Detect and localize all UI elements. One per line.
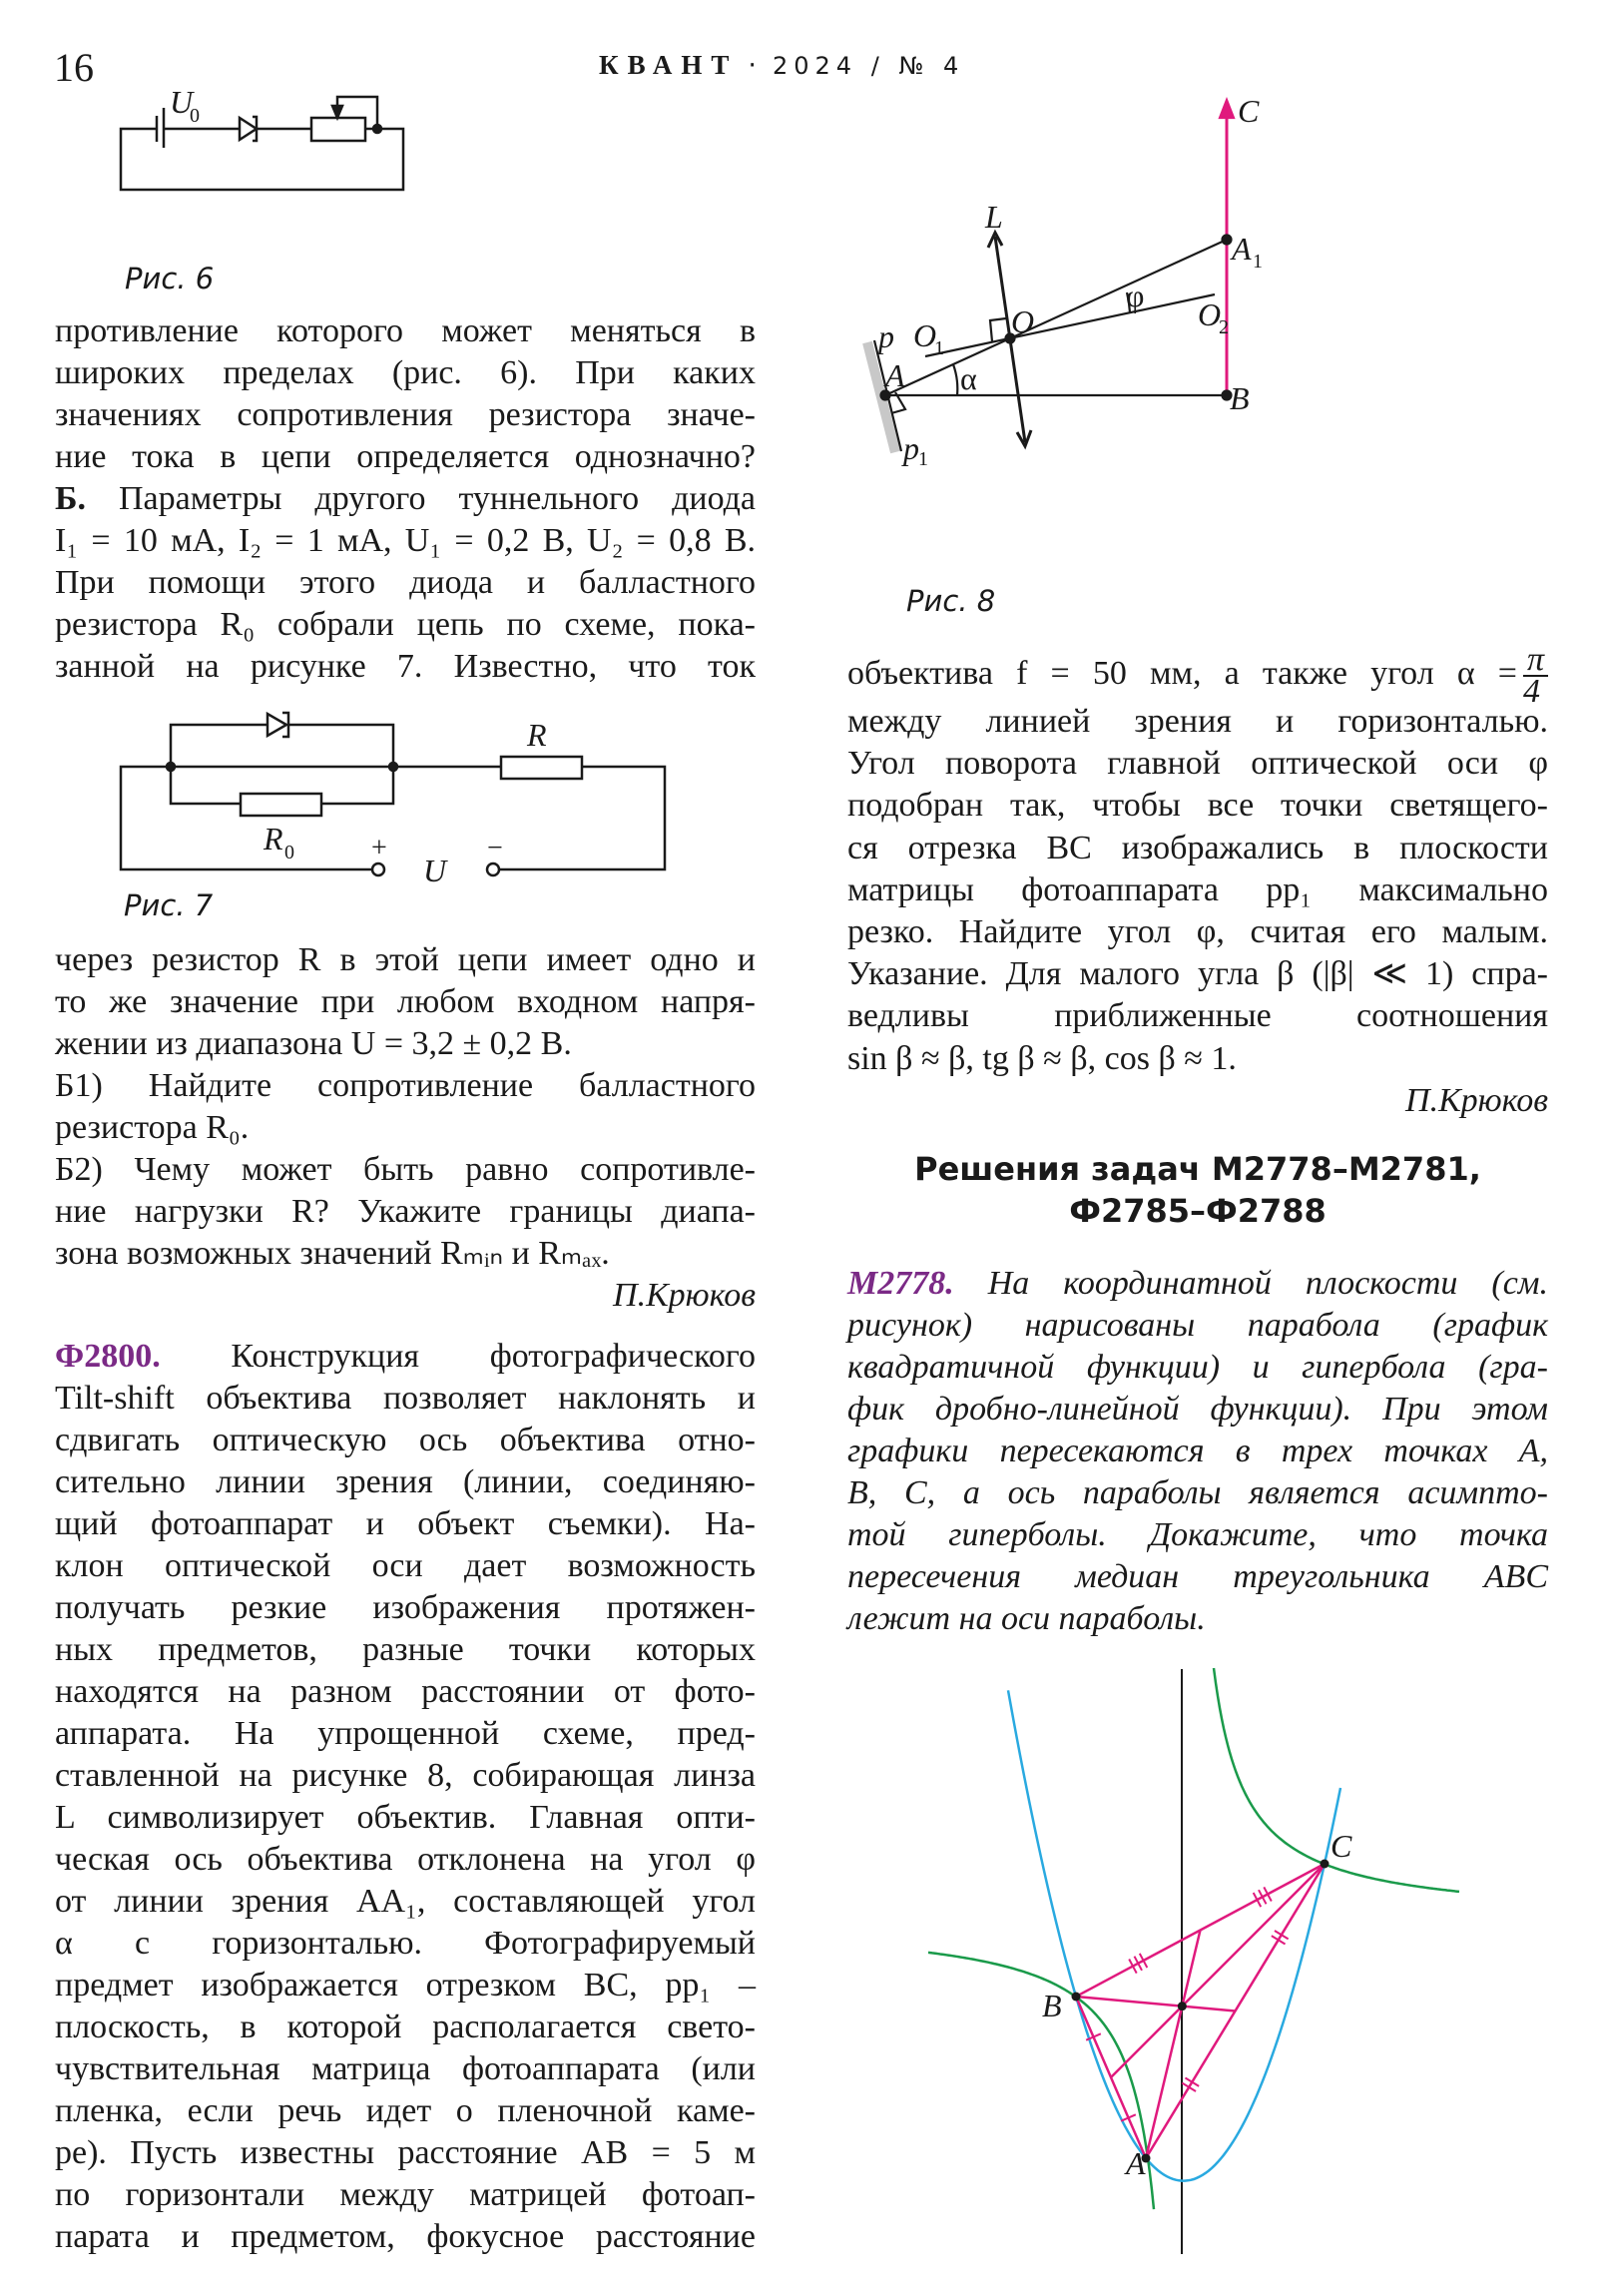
line-text: L символизирует объектив. Главная опти- bbox=[55, 1799, 756, 1836]
line-text: чувствительная матрица фотоаппарата (или bbox=[55, 2050, 756, 2087]
line-text: зона возможных значений Rₘᵢₙ и Rₘₐₓ. bbox=[55, 1235, 610, 1272]
problem-number: Б. bbox=[55, 480, 86, 517]
line-text: Б2) Чему может быть равно сопротивле- bbox=[55, 1151, 756, 1188]
median bbox=[1076, 1997, 1236, 2011]
median bbox=[1111, 1864, 1325, 2077]
side-tick-mark bbox=[1275, 1931, 1289, 1939]
fig8-label-a1-sub: 1 bbox=[1253, 251, 1263, 273]
point bbox=[1072, 1993, 1081, 2002]
line-text: Указание. Для малого угла β (|β| ≪ 1) спра- bbox=[847, 955, 1548, 993]
fig8-optics bbox=[867, 100, 1234, 452]
fig8-label-phi: φ bbox=[1126, 278, 1145, 313]
line-text: между линией зрения и горизонталью. bbox=[847, 703, 1548, 740]
line-text: то же значение при любом входном напря- bbox=[55, 983, 756, 1020]
side-tick-mark bbox=[1185, 2078, 1199, 2086]
line-text: резистора R₀. bbox=[55, 1109, 250, 1146]
line-text: фик дробно-линейной функции). При этом bbox=[847, 1391, 1548, 1428]
fig8-label-p: p bbox=[878, 318, 894, 354]
fig8-label-alpha: α bbox=[960, 360, 977, 396]
heading-line: Решения задач М2778–М2781, bbox=[914, 1150, 1481, 1188]
fig7-caption: Рис. 7 bbox=[124, 888, 214, 922]
line-text: получать резкие изображения протяжен- bbox=[55, 1589, 756, 1626]
m2778-label-a: A bbox=[1126, 2145, 1146, 2181]
fig7-label-r: R bbox=[527, 717, 547, 753]
fig8-label-a1: A bbox=[1232, 231, 1252, 267]
line-text: объектива f = 50 мм, а также угол α = bbox=[847, 655, 1517, 692]
slider-arrow-icon bbox=[332, 106, 342, 118]
rheostat bbox=[311, 118, 365, 141]
line-text: сдвигать оптическую ось объектива отно- bbox=[55, 1422, 756, 1458]
line-text: ческая ось объектива отклонена на угол φ bbox=[55, 1841, 756, 1878]
line-text: На координатной плоскости (см. bbox=[953, 1265, 1548, 1302]
line-text: той гиперболы. Докажите, что точка bbox=[847, 1516, 1548, 1553]
resistor-r bbox=[501, 757, 582, 779]
fraction-numerator: π bbox=[1523, 645, 1548, 677]
line-text: пересечения медиан треугольника ABC bbox=[847, 1558, 1548, 1595]
fig8-label-p1: p bbox=[903, 430, 919, 466]
line-text: клон оптической оси дает возможность bbox=[55, 1547, 756, 1584]
m2778-label-b: B bbox=[1042, 1988, 1062, 2023]
terminal-plus bbox=[372, 863, 384, 875]
fig7-circuit bbox=[121, 713, 665, 875]
line-text: Б1) Найдите сопротивление балластного bbox=[55, 1067, 756, 1104]
line-text: ние нагрузки R? Укажите границы диапа- bbox=[55, 1193, 756, 1230]
problem-number: Ф2800. bbox=[55, 1338, 161, 1375]
resistor-r0 bbox=[241, 794, 321, 816]
line-text: лежит на оси параболы. bbox=[847, 1600, 1206, 1637]
line-text: щий фотоаппарат и объект съемки). На- bbox=[55, 1505, 756, 1542]
optical-axis bbox=[925, 294, 1215, 356]
line-text: графики пересекаются в трех точках A, bbox=[847, 1433, 1548, 1469]
fig6-caption: Рис. 6 bbox=[125, 262, 215, 295]
line-text: ние тока в цепи определяется однозначно? bbox=[55, 438, 756, 475]
fig7-label-r0-sub: 0 bbox=[284, 842, 294, 863]
hyperbola-left-branch bbox=[928, 1953, 1154, 2209]
heading-line: Ф2785–Ф2788 bbox=[1069, 1192, 1327, 1230]
line-text: значениях сопротивления резистора значе- bbox=[55, 396, 756, 433]
fig8-label-o2-sub: 2 bbox=[1219, 316, 1229, 338]
line-text: ставленной на рисунке 8, собирающая линза bbox=[55, 1757, 756, 1794]
line-text: подобран так, чтобы все точки светящего- bbox=[847, 787, 1548, 825]
line-text: рисунок) нарисованы парабола (график bbox=[847, 1307, 1548, 1344]
side-tick-mark bbox=[1272, 1936, 1286, 1944]
line-text: аппарата. На упрощенной схеме, пред- bbox=[55, 1715, 756, 1752]
diode-icon bbox=[240, 118, 257, 140]
wire bbox=[499, 767, 665, 869]
line-text: П.Крюков bbox=[1405, 1081, 1548, 1119]
line-text: ных предметов, разные точки которых bbox=[55, 1631, 756, 1668]
fig8-label-o1-sub: 1 bbox=[934, 337, 944, 359]
fig8-label-l: L bbox=[985, 199, 1003, 235]
m2778-label-c: C bbox=[1331, 1828, 1352, 1864]
fig8-label-b: B bbox=[1230, 380, 1250, 416]
line-text: парата и предметом, фокусное расстояние bbox=[55, 2218, 756, 2255]
fig8-label-o2: O bbox=[1198, 296, 1222, 332]
line-text: ведливы приближенные соотношения bbox=[847, 997, 1548, 1035]
line-text: Параметры другого туннельного диода bbox=[85, 480, 756, 517]
line-text: противление которого может меняться в bbox=[55, 312, 756, 349]
line-text: от линии зрения AA₁, составляющей угол bbox=[55, 1883, 756, 1920]
line-text: резистора R₀ собрали цепь по схеме, пока- bbox=[55, 606, 756, 643]
line-text: резко. Найдите угол φ, считая его малым. bbox=[847, 913, 1548, 950]
fig8-label-o: O bbox=[1011, 303, 1035, 339]
line-text: Tilt-shift объектива позволяет наклонять и bbox=[55, 1380, 756, 1417]
line-text: α с горизонталью. Фотографируемый bbox=[55, 1925, 756, 1962]
fig7-label-r0: R bbox=[264, 821, 283, 857]
parabola bbox=[1008, 1690, 1340, 2180]
fraction-denominator: 4 bbox=[1522, 673, 1540, 711]
fig7-label-u: U bbox=[423, 853, 447, 888]
journal-title: КВАНТ bbox=[599, 50, 739, 80]
arrow-up-icon bbox=[1220, 100, 1234, 118]
line-text: через резистор R в этой цепи имеет одно и bbox=[55, 941, 756, 978]
point bbox=[1321, 1860, 1330, 1869]
line-text: занной на рисунке 7. Известно, что ток bbox=[55, 648, 756, 685]
m2778-graph bbox=[928, 1668, 1459, 2254]
line-text: жении из диапазона U = 3,2 ± 0,2 В. bbox=[55, 1025, 572, 1062]
line-text: I₁ = 10 мА, I₂ = 1 мА, U₁ = 0,2 В, U₂ = 0,8 В. bbox=[55, 522, 756, 559]
line-text: При помощи этого диода и балластного bbox=[55, 564, 756, 601]
fig7-label-minus: − bbox=[487, 833, 503, 863]
line-text: Конструкция фотографического bbox=[160, 1338, 756, 1375]
fig6-label-u0: U bbox=[170, 84, 194, 120]
fig8-caption: Рис. 8 bbox=[906, 584, 996, 618]
fig6-circuit bbox=[121, 97, 403, 190]
side-tick-mark bbox=[1182, 2083, 1196, 2091]
problem-number: М2778. bbox=[847, 1265, 954, 1302]
line-text: по горизонтали между матрицей фотоап- bbox=[55, 2176, 756, 2213]
point bbox=[1178, 2002, 1187, 2010]
fig7-label-plus: + bbox=[371, 833, 387, 863]
line-text: матрицы фотоаппарата pp₁ максимально bbox=[847, 870, 1548, 908]
line-text: плоскость, в которой располагается свето- bbox=[55, 2009, 756, 2045]
median bbox=[1146, 1931, 1201, 2159]
terminal-minus bbox=[487, 863, 499, 875]
line-text: квадратичной функции) и гипербола (гра- bbox=[847, 1349, 1548, 1386]
fig8-label-p1-sub: 1 bbox=[918, 448, 928, 470]
line-text: находятся на разном расстоянии от фото- bbox=[55, 1673, 756, 1710]
line-text: широких пределах (рис. 6). При каких bbox=[55, 354, 756, 391]
right-angle-mark bbox=[990, 318, 1006, 341]
line-text: Угол поворота главной оптической оси φ bbox=[847, 745, 1548, 783]
rheostat-slider bbox=[337, 97, 377, 129]
header-separator: · bbox=[748, 50, 757, 81]
line-text: П.Крюков bbox=[613, 1277, 756, 1314]
fig6-label-u0-sub: 0 bbox=[190, 105, 200, 127]
fig8-label-o1: O bbox=[913, 317, 937, 353]
line-text: sin β ≈ β, tg β ≈ β, cos β ≈ 1. bbox=[847, 1039, 1237, 1077]
line-of-sight bbox=[885, 240, 1227, 395]
line-text: B, C, а ось параболы является асимпто- bbox=[847, 1474, 1548, 1511]
fig8-label-c: C bbox=[1238, 93, 1260, 129]
line-text: пленка, если речь идет о пленочной каме- bbox=[55, 2092, 756, 2129]
issue-number: 2024 / № 4 bbox=[773, 52, 965, 80]
line-text: предмет изображается отрезком BC, pp₁ – bbox=[55, 1967, 756, 2004]
page-number: 16 bbox=[54, 45, 94, 90]
line-text: ре). Пусть известны расстояние AB = 5 м bbox=[55, 2134, 756, 2171]
fig8-label-a: A bbox=[885, 357, 905, 393]
alpha-arc bbox=[953, 364, 957, 395]
line-text: сительно линии зрения (линии, соединяю- bbox=[55, 1463, 756, 1500]
diode-icon bbox=[267, 714, 286, 736]
line-text: ся отрезка BC изображались в плоскости bbox=[847, 829, 1548, 866]
